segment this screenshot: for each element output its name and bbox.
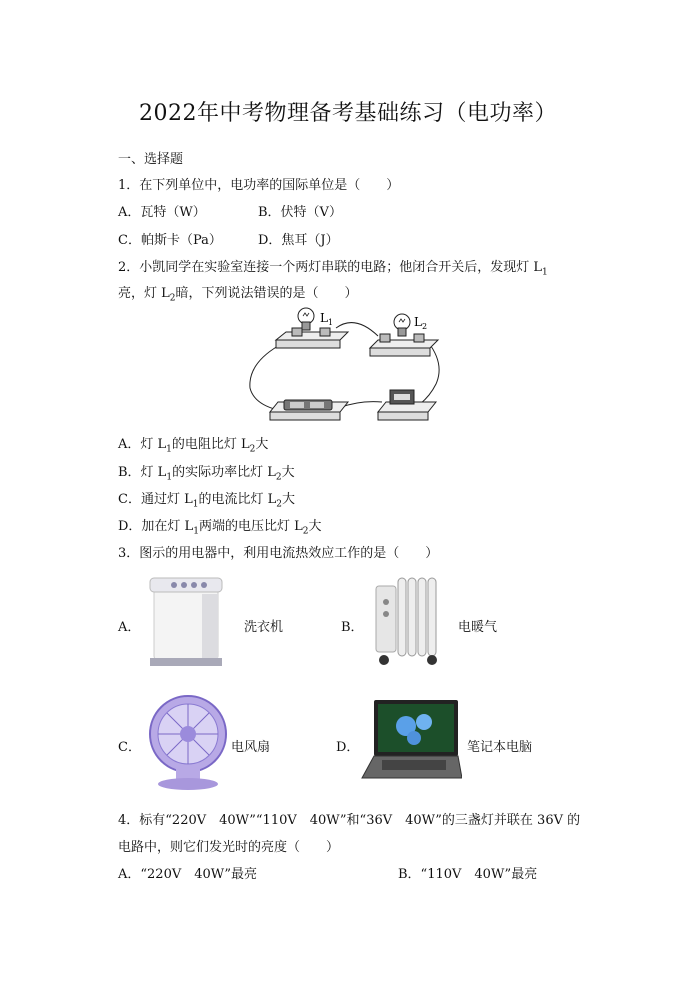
circuit-diagram	[240, 304, 450, 424]
lamp-l2-label: $L_2$	[414, 315, 428, 331]
question-4-stem-line-2: 电路中，则它们发光时的亮度（ ）	[118, 840, 340, 855]
question-2-option-d: D．加在灯 $L_1$两端的电压比灯 $L_2$大	[118, 519, 322, 537]
question-4-option-a: A．“220V 40W”最亮	[118, 867, 258, 882]
question-2-stem-line-2: 亮，灯 $L_2$暗，下列说法错误的是（ ）	[118, 286, 358, 304]
question-3-option-a: A．	[118, 620, 141, 635]
battery-box	[270, 400, 348, 420]
question-1-option-d: D．焦耳（J）	[258, 233, 339, 248]
question-2-option-a: A．灯 $L_1$的电阻比灯 $L_2$大	[118, 437, 269, 455]
electric-fan-image	[146, 694, 232, 792]
question-4-option-b: B．“110V 40W”最亮	[398, 867, 538, 882]
switch	[378, 390, 436, 420]
question-2-option-b: B．灯 $L_1$的实际功率比灯 $L_2$大	[118, 465, 295, 483]
laptop-image	[358, 698, 462, 784]
lamp-l1	[276, 308, 348, 348]
question-3-option-a-name: 洗衣机	[244, 620, 284, 635]
question-3-option-d: D．	[336, 740, 360, 755]
electric-heater-image	[370, 572, 446, 668]
lamp-l2	[370, 314, 438, 356]
question-3-option-c: C．	[118, 740, 141, 755]
question-1-option-b: B．伏特（V）	[258, 205, 342, 220]
question-2-option-c: C．通过灯 $L_1$的电流比灯 $L_2$大	[118, 492, 295, 510]
question-2-stem-line-1: 2．小凯同学在实验室连接一个两灯串联的电路；他闭合开关后，发现灯 $L_1$	[118, 260, 548, 278]
washing-machine-image	[140, 572, 232, 672]
question-3-option-b: B．	[341, 620, 364, 635]
question-1-stem: 1．在下列单位中，电功率的国际单位是（ ）	[118, 178, 400, 193]
question-1-option-a: A．瓦特（W）	[118, 205, 206, 220]
question-3-stem: 3．图示的用电器中，利用电流热效应工作的是（ ）	[118, 546, 439, 561]
lamp-l1-label: $L_1$	[320, 311, 334, 327]
page-title: 2022年中考物理备考基础练习（电功率）	[139, 101, 557, 126]
question-1-option-c: C．帕斯卡（Pa）	[118, 233, 222, 248]
question-3-option-d-name: 笔记本电脑	[467, 740, 533, 755]
question-3-option-c-name: 电风扇	[231, 740, 271, 755]
section-heading: 一、选择题	[118, 152, 184, 167]
question-3-option-b-name: 电暖气	[458, 620, 498, 635]
question-4-stem-line-1: 4．标有“220V 40W”“110V 40W”和“36V 40W”的三盏灯并联在 36V 的	[118, 813, 581, 828]
